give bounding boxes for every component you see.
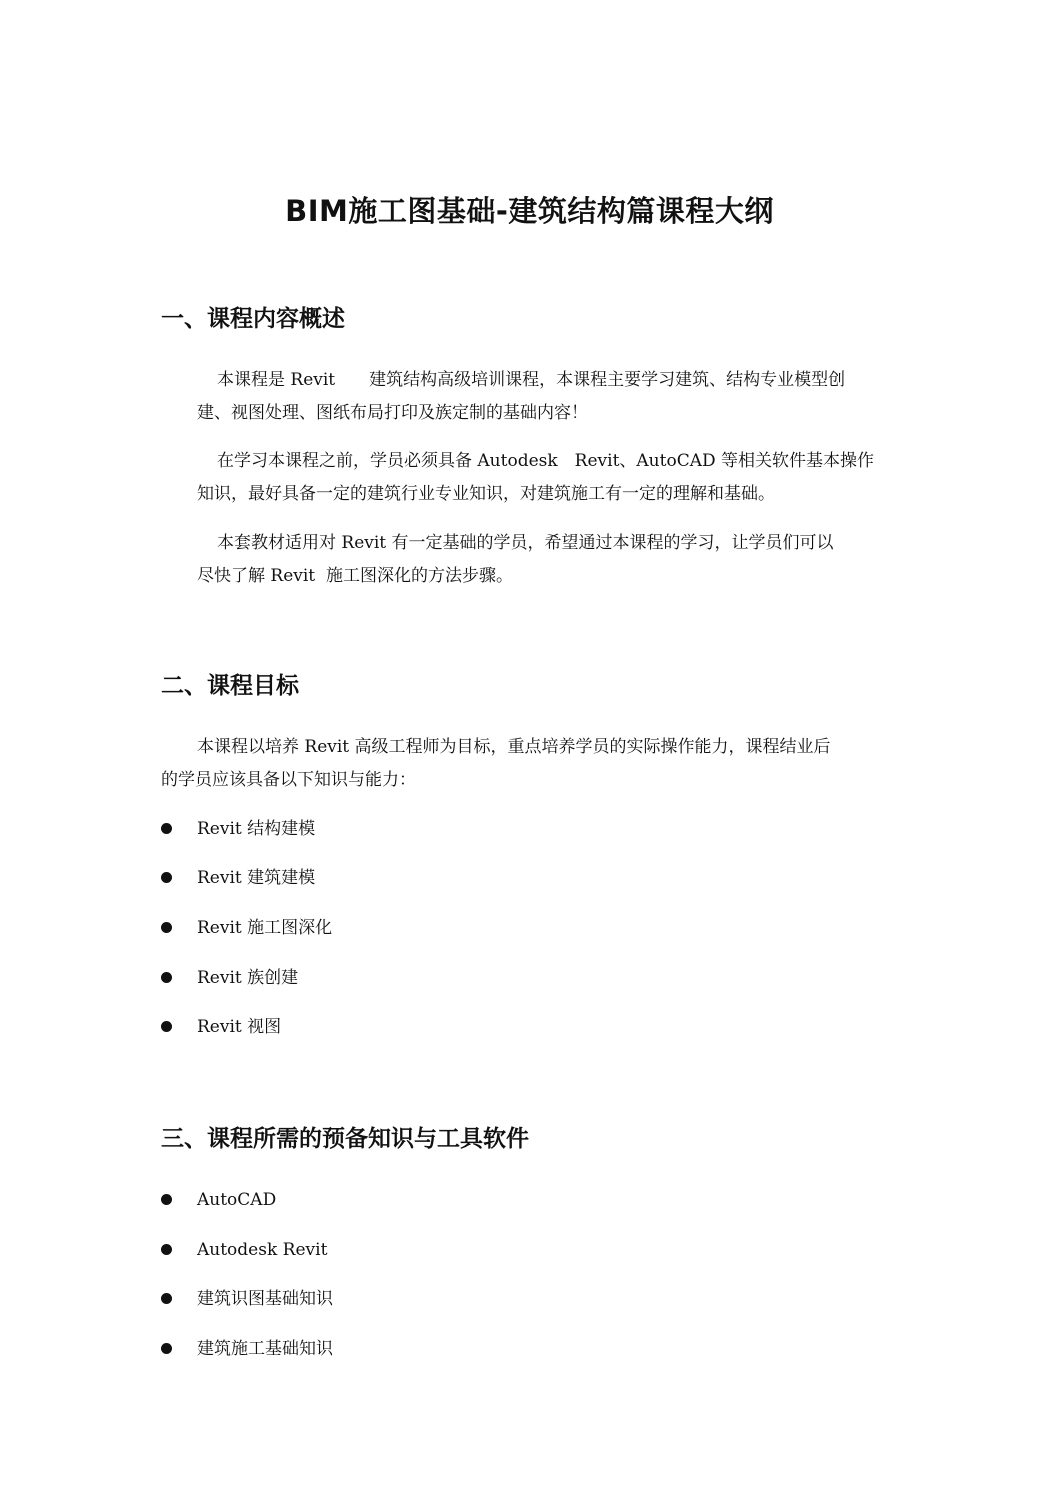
list-item	[161, 814, 861, 844]
bullet-icon	[161, 1293, 172, 1304]
list-item	[161, 913, 861, 943]
list-item	[161, 1185, 861, 1215]
list-item-text: 建筑施工基础知识	[197, 1339, 333, 1359]
list-item	[161, 1334, 861, 1364]
bullet-icon	[161, 872, 172, 883]
paragraph-line: 在学习本课程之前，学员必须具备 Autodesk Revit、AutoCAD 等相关软件基本操作	[217, 451, 875, 471]
section-heading-overview: 一、课程内容概述	[161, 306, 345, 332]
paragraph-line: 的学员应该具备以下知识与能力：	[161, 770, 416, 790]
bullet-icon	[161, 1021, 172, 1032]
list-item	[161, 1012, 861, 1042]
list-item-text: Revit 施工图深化	[197, 918, 333, 938]
paragraph-line: 本课程以培养 Revit 高级工程师为目标，重点培养学员的实际操作能力，课程结业后	[197, 737, 831, 757]
bullet-icon	[161, 823, 172, 834]
section-heading-prerequisites: 三、课程所需的预备知识与工具软件	[161, 1126, 529, 1152]
bullet-icon	[161, 922, 172, 933]
list-item	[161, 963, 861, 993]
bullet-icon	[161, 1244, 172, 1255]
overview-paragraph-1	[197, 364, 845, 430]
bullet-icon	[161, 1343, 172, 1354]
list-item-text: Revit 视图	[197, 1017, 282, 1037]
list-item-text: 建筑识图基础知识	[197, 1289, 333, 1309]
list-item-text: Revit 结构建模	[197, 819, 316, 839]
bullet-icon	[161, 972, 172, 983]
paragraph-line: 知识，最好具备一定的建筑行业专业知识，对建筑施工有一定的理解和基础。	[197, 484, 775, 504]
paragraph-line: 本套教材适用对 Revit 有一定基础的学员，希望通过本课程的学习，让学员们可以	[217, 533, 834, 553]
bullet-icon	[161, 1194, 172, 1205]
list-item-text: Autodesk Revit	[197, 1240, 328, 1260]
paragraph-line: 尽快了解 Revit 施工图深化的方法步骤。	[197, 566, 513, 586]
list-item-text: AutoCAD	[197, 1190, 277, 1210]
paragraph-line: 建、视图处理、图纸布局打印及族定制的基础内容！	[197, 403, 588, 423]
list-item	[161, 863, 861, 893]
list-item-text: Revit 建筑建模	[197, 868, 316, 888]
goals-paragraph	[161, 731, 831, 797]
overview-paragraph-2	[197, 445, 874, 511]
list-item	[161, 1235, 861, 1265]
list-item-text: Revit 族创建	[197, 968, 299, 988]
paragraph-line: 本课程是 Revit 建筑结构高级培训课程，本课程主要学习建筑、结构专业模型创	[217, 370, 846, 390]
document-title: BIM施工图基础-建筑结构篇课程大纲	[285, 194, 774, 228]
overview-paragraph-3	[197, 527, 834, 593]
section-heading-goals: 二、课程目标	[161, 673, 299, 699]
list-item	[161, 1284, 861, 1314]
